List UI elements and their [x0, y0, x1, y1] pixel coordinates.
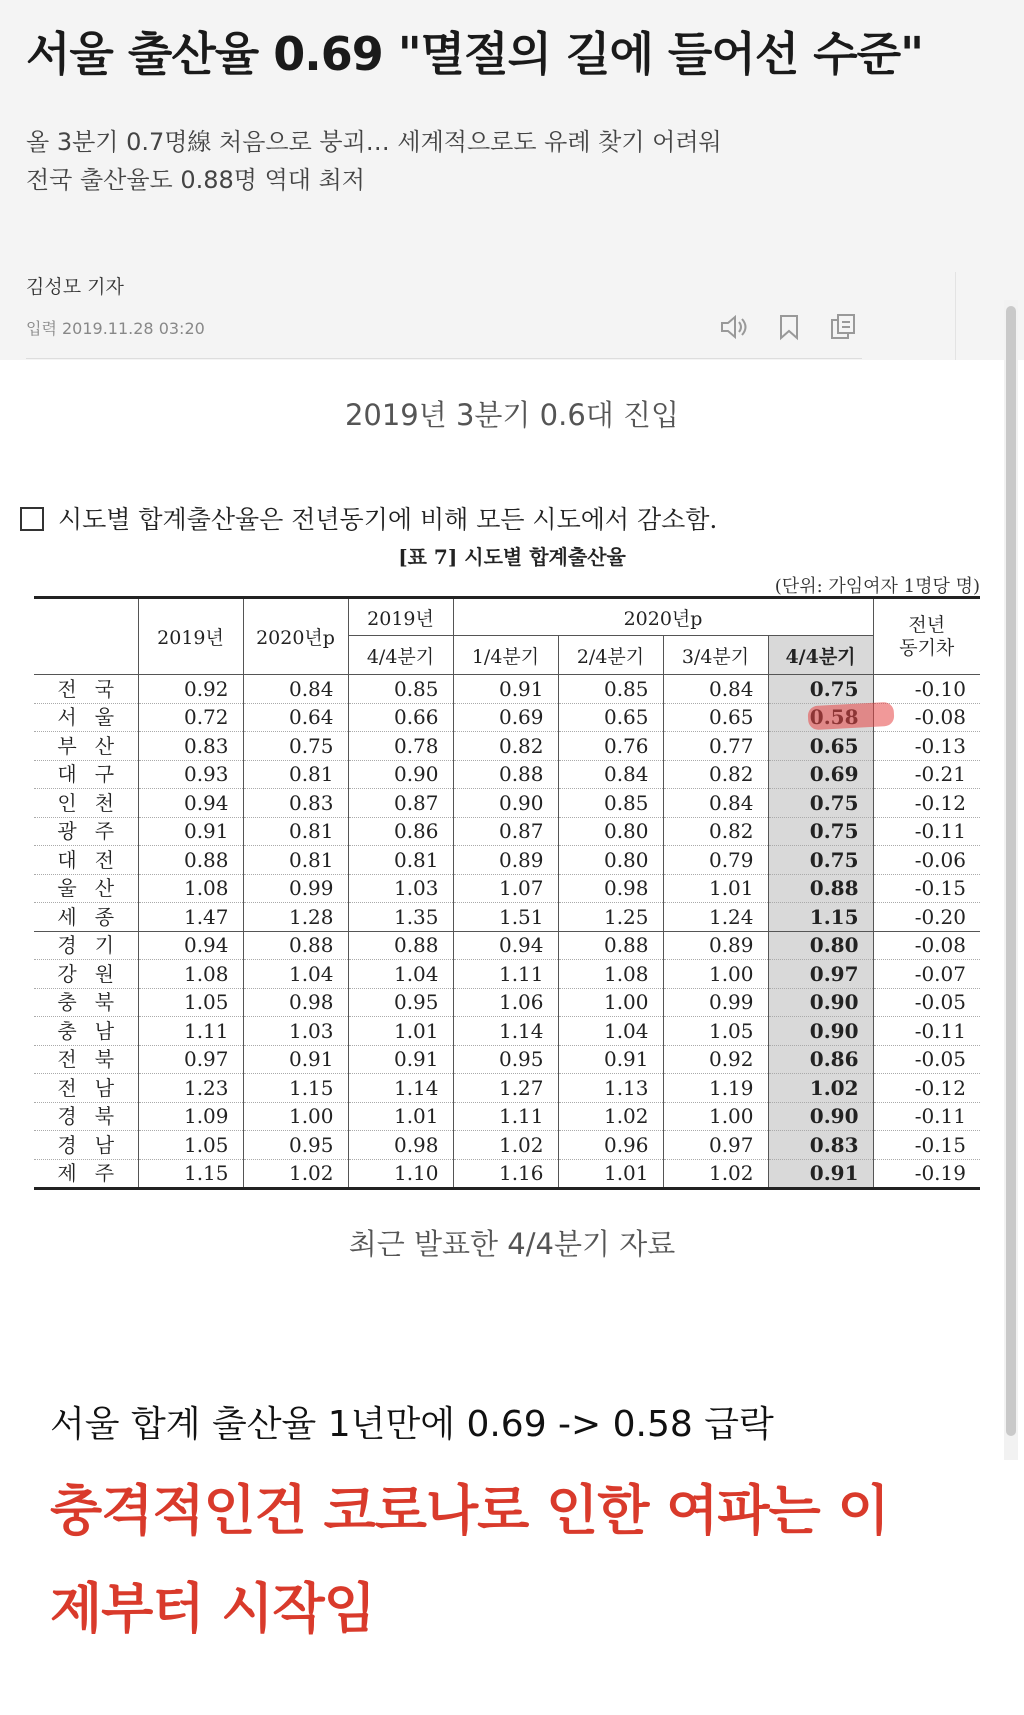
cell-diff: -0.08	[873, 703, 980, 732]
cell-q2: 0.80	[558, 817, 663, 846]
cell-q2: 1.00	[558, 988, 663, 1017]
header-q2: 2/4분기	[558, 636, 663, 675]
cell-diff: -0.12	[873, 789, 980, 818]
cell-y2019: 0.94	[138, 931, 243, 960]
cell-region: 울산	[34, 874, 138, 903]
cell-y2020: 1.15	[243, 1074, 348, 1103]
scan-note-text: 시도별 합계출산율은 전년동기에 비해 모든 시도에서 감소함.	[58, 505, 718, 534]
cell-q4: 0.97	[768, 960, 873, 989]
cell-y2020: 0.88	[243, 931, 348, 960]
cell-q1: 0.82	[453, 732, 558, 761]
cell-diff: -0.21	[873, 760, 980, 789]
header-q3: 3/4분기	[663, 636, 768, 675]
cell-region: 부산	[34, 732, 138, 761]
cell-q4_19: 0.91	[348, 1045, 453, 1074]
scrollbar-thumb[interactable]	[1006, 306, 1016, 1436]
cell-q3: 0.84	[663, 675, 768, 704]
cell-q3: 0.82	[663, 817, 768, 846]
table-row	[34, 846, 980, 875]
cell-q4_19: 0.81	[348, 846, 453, 875]
cell-q2: 1.08	[558, 960, 663, 989]
cell-y2020: 0.75	[243, 732, 348, 761]
speaker-icon[interactable]	[718, 312, 748, 342]
cell-q4_19: 0.87	[348, 789, 453, 818]
cell-q1: 1.51	[453, 903, 558, 932]
cell-q4: 0.83	[768, 1131, 873, 1160]
table-row	[34, 789, 980, 818]
cell-y2020: 0.84	[243, 675, 348, 704]
cell-q4: 0.80	[768, 931, 873, 960]
table-title: [표 7] 시도별 합계출산율	[398, 545, 626, 569]
cell-y2019: 0.72	[138, 703, 243, 732]
cell-q1: 1.27	[453, 1074, 558, 1103]
cell-q4_19: 0.95	[348, 988, 453, 1017]
cell-diff: -0.05	[873, 988, 980, 1017]
cell-q4_19: 1.01	[348, 1017, 453, 1046]
cell-y2019: 1.47	[138, 903, 243, 932]
cell-q1: 0.89	[453, 846, 558, 875]
cell-y2019: 1.08	[138, 874, 243, 903]
cell-q3: 0.92	[663, 1045, 768, 1074]
copy-icon[interactable]	[828, 312, 858, 342]
toolbar-divider	[955, 272, 956, 360]
cell-q1: 1.02	[453, 1131, 558, 1160]
cell-q1: 0.88	[453, 760, 558, 789]
publish-date: 입력 2019.11.28 03:20	[26, 319, 205, 338]
cell-q3: 0.97	[663, 1131, 768, 1160]
cell-q4: 0.86	[768, 1045, 873, 1074]
table-row	[34, 1159, 980, 1189]
cell-q1: 0.69	[453, 703, 558, 732]
article-subheadline-2: 전국 출산율도 0.88명 역대 최저	[26, 166, 365, 194]
fertility-rate-table	[34, 596, 980, 1190]
cell-region: 대전	[34, 846, 138, 875]
cell-q2: 1.25	[558, 903, 663, 932]
cell-q1: 0.95	[453, 1045, 558, 1074]
cell-region: 인천	[34, 789, 138, 818]
reporter-name: 김성모 기자	[26, 276, 124, 298]
cell-y2019: 1.08	[138, 960, 243, 989]
cell-y2019: 1.09	[138, 1102, 243, 1131]
cell-region: 강원	[34, 960, 138, 989]
image-caption-q4: 최근 발표한 4/4분기 자료	[348, 1227, 676, 1261]
cell-y2019: 0.94	[138, 789, 243, 818]
cell-region: 경기	[34, 931, 138, 960]
cell-q2: 0.76	[558, 732, 663, 761]
table-row	[34, 1074, 980, 1103]
cell-q1: 0.94	[453, 931, 558, 960]
header-yoy-diff: 전년 동기차	[873, 598, 980, 675]
cell-q1: 1.07	[453, 874, 558, 903]
cell-y2020: 1.00	[243, 1102, 348, 1131]
cell-q2: 0.88	[558, 931, 663, 960]
cell-y2020: 0.64	[243, 703, 348, 732]
cell-q4: 0.69	[768, 760, 873, 789]
header-group-2019: 2019년	[348, 598, 453, 636]
cell-q4_19: 1.01	[348, 1102, 453, 1131]
cell-q4: 0.90	[768, 1017, 873, 1046]
cell-y2019: 1.05	[138, 1131, 243, 1160]
header-q4: 4/4분기	[768, 636, 873, 675]
cell-q3: 0.65	[663, 703, 768, 732]
bookmark-icon[interactable]	[774, 312, 804, 342]
cell-diff: -0.13	[873, 732, 980, 761]
cell-q4_19: 0.86	[348, 817, 453, 846]
header-q4-2019: 4/4분기	[348, 636, 453, 675]
table-row	[34, 903, 980, 932]
header-2019: 2019년	[138, 598, 243, 675]
cell-q4_19: 0.98	[348, 1131, 453, 1160]
commentary-summary: 서울 합계 출산율 1년만에 0.69 -> 0.58 급락	[50, 1404, 774, 1445]
cell-region: 전국	[34, 675, 138, 704]
cell-q3: 0.84	[663, 789, 768, 818]
cell-y2020: 0.98	[243, 988, 348, 1017]
header-q1: 1/4분기	[453, 636, 558, 675]
table-row	[34, 817, 980, 846]
scan-note	[20, 500, 717, 536]
checkbox-icon	[20, 507, 44, 531]
cell-q1: 1.11	[453, 1102, 558, 1131]
cell-q3: 0.89	[663, 931, 768, 960]
cell-q2: 0.65	[558, 703, 663, 732]
cell-y2020: 1.28	[243, 903, 348, 932]
cell-q4: 0.91	[768, 1159, 873, 1189]
cell-diff: -0.06	[873, 846, 980, 875]
cell-q2: 0.98	[558, 874, 663, 903]
cell-q3: 1.00	[663, 960, 768, 989]
cell-diff: -0.07	[873, 960, 980, 989]
cell-region: 전남	[34, 1074, 138, 1103]
cell-q4_19: 0.85	[348, 675, 453, 704]
header-2020p: 2020년p	[243, 598, 348, 675]
cell-q3: 1.05	[663, 1017, 768, 1046]
cell-region: 서울	[34, 703, 138, 732]
cell-y2020: 0.83	[243, 789, 348, 818]
cell-q1: 1.11	[453, 960, 558, 989]
table-row	[34, 675, 980, 704]
table-row	[34, 760, 980, 789]
cell-q3: 0.99	[663, 988, 768, 1017]
cell-region: 경남	[34, 1131, 138, 1160]
cell-q4: 0.75	[768, 675, 873, 704]
cell-q4: 0.88	[768, 874, 873, 903]
cell-diff: -0.20	[873, 903, 980, 932]
cell-y2019: 1.23	[138, 1074, 243, 1103]
header-region	[34, 598, 138, 675]
cell-q1: 1.06	[453, 988, 558, 1017]
cell-q3: 1.01	[663, 874, 768, 903]
commentary-emphasis-line-2: 제부터 시작임	[50, 1577, 375, 1640]
cell-diff: -0.10	[873, 675, 980, 704]
table-row	[34, 1102, 980, 1131]
cell-q4: 0.90	[768, 1102, 873, 1131]
cell-q4: 0.75	[768, 846, 873, 875]
cell-q4_19: 1.14	[348, 1074, 453, 1103]
header-divider	[26, 358, 862, 359]
cell-q4_19: 0.88	[348, 931, 453, 960]
cell-q3: 1.02	[663, 1159, 768, 1189]
cell-y2019: 0.88	[138, 846, 243, 875]
cell-q4_19: 1.10	[348, 1159, 453, 1189]
cell-q4: 1.15	[768, 903, 873, 932]
cell-q4: 0.90	[768, 988, 873, 1017]
cell-q2: 1.02	[558, 1102, 663, 1131]
cell-y2020: 0.95	[243, 1131, 348, 1160]
table-row	[34, 1017, 980, 1046]
cell-y2019: 0.91	[138, 817, 243, 846]
cell-q4: 0.75	[768, 817, 873, 846]
cell-y2019: 1.15	[138, 1159, 243, 1189]
cell-q4_19: 0.78	[348, 732, 453, 761]
cell-q1: 0.91	[453, 675, 558, 704]
table-row	[34, 960, 980, 989]
cell-q2: 0.91	[558, 1045, 663, 1074]
cell-diff: -0.19	[873, 1159, 980, 1189]
cell-region: 제주	[34, 1159, 138, 1189]
article-header	[0, 0, 1024, 360]
cell-region: 광주	[34, 817, 138, 846]
image-caption-2019: 2019년 3분기 0.6대 진입	[344, 398, 680, 432]
cell-y2020: 0.91	[243, 1045, 348, 1074]
cell-y2019: 0.83	[138, 732, 243, 761]
cell-q2: 0.80	[558, 846, 663, 875]
commentary-emphasis-line-1: 충격적인건 코로나로 인한 여파는 이	[50, 1479, 889, 1542]
cell-y2020: 0.81	[243, 846, 348, 875]
cell-q4_19: 1.35	[348, 903, 453, 932]
cell-q2: 0.85	[558, 789, 663, 818]
cell-q3: 0.77	[663, 732, 768, 761]
cell-q3: 1.00	[663, 1102, 768, 1131]
cell-y2019: 0.97	[138, 1045, 243, 1074]
cell-y2020: 0.81	[243, 817, 348, 846]
table-row	[34, 1045, 980, 1074]
cell-y2020: 1.04	[243, 960, 348, 989]
cell-diff: -0.15	[873, 1131, 980, 1160]
article-subheadline-1: 올 3분기 0.7명線 처음으로 붕괴… 세계적으로도 유례 찾기 어려워	[26, 128, 722, 156]
cell-region: 충북	[34, 988, 138, 1017]
cell-region: 세종	[34, 903, 138, 932]
cell-q1: 1.16	[453, 1159, 558, 1189]
cell-region: 전북	[34, 1045, 138, 1074]
cell-diff: -0.15	[873, 874, 980, 903]
table-row	[34, 1131, 980, 1160]
cell-q3: 1.24	[663, 903, 768, 932]
cell-q3: 0.82	[663, 760, 768, 789]
cell-q1: 0.87	[453, 817, 558, 846]
cell-diff: -0.11	[873, 1102, 980, 1131]
cell-y2019: 0.92	[138, 675, 243, 704]
cell-q4_19: 1.03	[348, 874, 453, 903]
cell-q4: 1.02	[768, 1074, 873, 1103]
cell-q2: 1.04	[558, 1017, 663, 1046]
table-row	[34, 732, 980, 761]
cell-q2: 1.01	[558, 1159, 663, 1189]
cell-q4: 0.65	[768, 732, 873, 761]
cell-q2: 1.13	[558, 1074, 663, 1103]
cell-q4_19: 0.90	[348, 760, 453, 789]
table-row	[34, 988, 980, 1017]
cell-diff: -0.11	[873, 817, 980, 846]
cell-y2019: 0.93	[138, 760, 243, 789]
cell-y2019: 1.05	[138, 988, 243, 1017]
seoul-highlight-mark	[807, 702, 894, 730]
cell-q4_19: 1.04	[348, 960, 453, 989]
cell-q2: 0.96	[558, 1131, 663, 1160]
cell-diff: -0.11	[873, 1017, 980, 1046]
cell-diff: -0.05	[873, 1045, 980, 1074]
article-headline: 서울 출산율 0.69 "멸절의 길에 들어선 수준"	[26, 27, 924, 81]
cell-q4_19: 0.66	[348, 703, 453, 732]
cell-q1: 0.90	[453, 789, 558, 818]
cell-y2020: 0.99	[243, 874, 348, 903]
table-unit-note: (단위: 가임여자 1명당 명)	[774, 576, 980, 597]
cell-q1: 1.14	[453, 1017, 558, 1046]
cell-y2020: 1.03	[243, 1017, 348, 1046]
header-group-2020p: 2020년p	[453, 598, 873, 636]
cell-diff: -0.08	[873, 931, 980, 960]
cell-diff: -0.12	[873, 1074, 980, 1103]
cell-q2: 0.84	[558, 760, 663, 789]
cell-q4: 0.75	[768, 789, 873, 818]
cell-y2019: 1.11	[138, 1017, 243, 1046]
table-row	[34, 874, 980, 903]
cell-y2020: 0.81	[243, 760, 348, 789]
cell-region: 대구	[34, 760, 138, 789]
cell-q3: 1.19	[663, 1074, 768, 1103]
cell-q2: 0.85	[558, 675, 663, 704]
cell-region: 경북	[34, 1102, 138, 1131]
cell-y2020: 1.02	[243, 1159, 348, 1189]
cell-region: 충남	[34, 1017, 138, 1046]
table-row	[34, 931, 980, 960]
cell-q3: 0.79	[663, 846, 768, 875]
